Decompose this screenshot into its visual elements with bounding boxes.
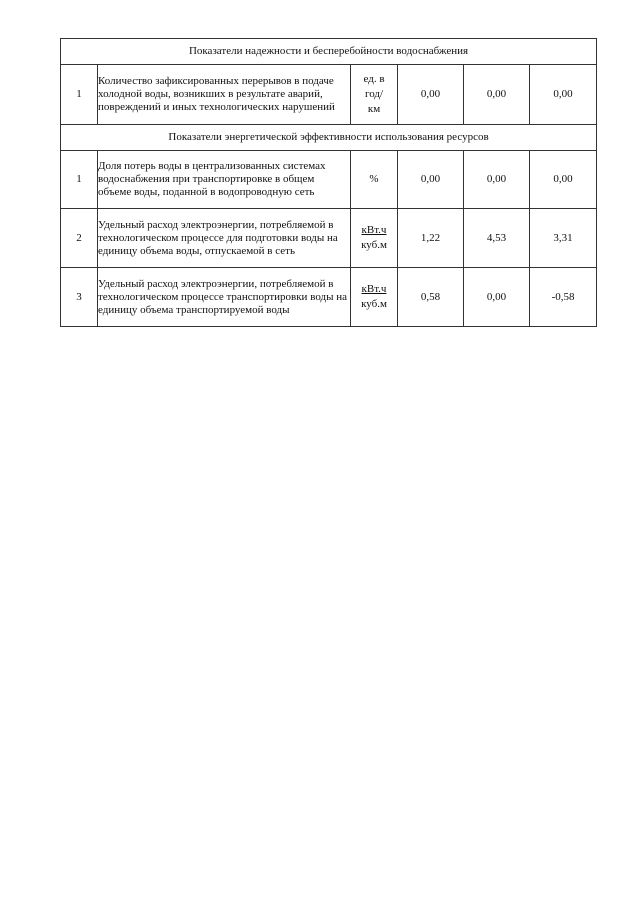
unit-line: год/ xyxy=(364,88,384,100)
row-value-3: 0,00 xyxy=(530,151,597,209)
section-header-row xyxy=(61,125,597,151)
row-number: 3 xyxy=(61,268,98,327)
row-description: Удельный расход электроэнергии, потребляемой в технологическом процессе транспортировки воды на единицу объема транспортируемой воды xyxy=(98,268,351,327)
unit-numerator: кВт.ч xyxy=(361,283,387,295)
row-value-1: 1,22 xyxy=(398,209,464,268)
row-value-1: 0,00 xyxy=(398,65,464,125)
row-description: Количество зафиксированных перерывов в подаче холодной воды, возникших в результате аварий, повреждений и иных технологических нарушений xyxy=(98,65,351,125)
unit-line: ед. в xyxy=(363,73,385,85)
indicators-table xyxy=(60,38,597,327)
section-title-energy-efficiency: Показатели энергетической эффективности использования ресурсов xyxy=(61,125,597,151)
row-unit xyxy=(351,268,398,327)
unit-numerator: кВт.ч xyxy=(361,224,387,236)
unit-denominator: куб.м xyxy=(361,239,387,251)
section-header-row xyxy=(61,39,597,65)
row-value-1: 0,00 xyxy=(398,151,464,209)
row-description: Удельный расход электроэнергии, потребляемой в технологическом процессе для подготовки воды на единицу объема воды, отпускаемой в сеть xyxy=(98,209,351,268)
row-value-2: 0,00 xyxy=(464,65,530,125)
row-unit xyxy=(351,151,398,209)
row-unit xyxy=(351,65,398,125)
row-value-2: 0,00 xyxy=(464,151,530,209)
row-number: 2 xyxy=(61,209,98,268)
table-row xyxy=(61,65,597,125)
row-value-2: 0,00 xyxy=(464,268,530,327)
row-value-2: 4,53 xyxy=(464,209,530,268)
unit-line: % xyxy=(369,173,379,185)
section-title-reliability: Показатели надежности и бесперебойности водоснабжения xyxy=(61,39,597,65)
table-row xyxy=(61,268,597,327)
row-number: 1 xyxy=(61,65,98,125)
unit-denominator: куб.м xyxy=(361,298,387,310)
table-row xyxy=(61,151,597,209)
row-value-1: 0,58 xyxy=(398,268,464,327)
row-number: 1 xyxy=(61,151,98,209)
unit-line: км xyxy=(367,103,381,115)
row-value-3: 3,31 xyxy=(530,209,597,268)
row-value-3: -0,58 xyxy=(530,268,597,327)
row-description: Доля потерь воды в централизованных системах водоснабжения при транспортировке в общем объеме воды, поданной в водопроводную сеть xyxy=(98,151,351,209)
row-unit xyxy=(351,209,398,268)
table-row xyxy=(61,209,597,268)
row-value-3: 0,00 xyxy=(530,65,597,125)
